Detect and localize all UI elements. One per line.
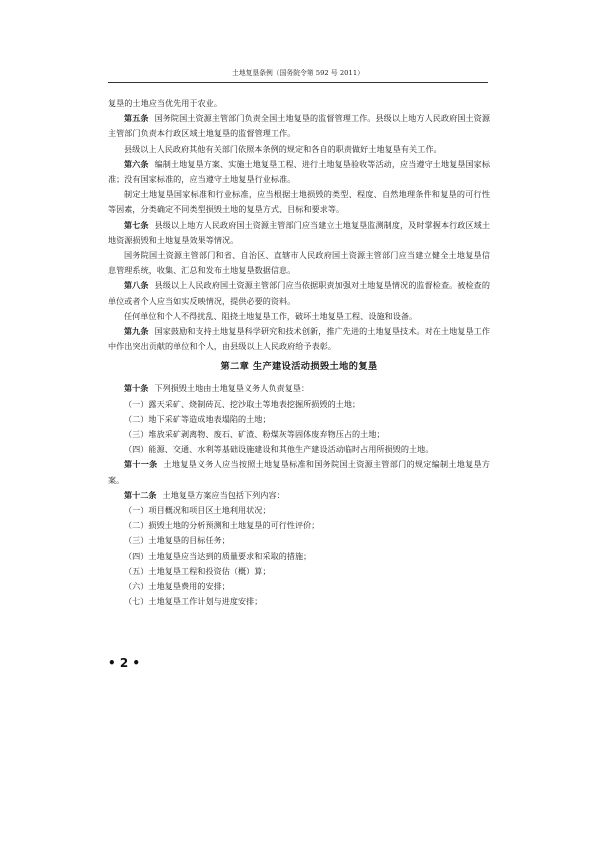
paragraph (108, 594, 490, 609)
paragraph (108, 503, 490, 518)
paragraph-text: （七）土地复垦工作计划与进度安排； (124, 596, 263, 607)
paragraph-text: 国务院国土资源主管部门负责全国土地复垦的监督管理工作。县级以上地方人民政府国土资源主管部门负责本行政区域土地复垦的监督管理工作。 (108, 113, 491, 139)
paragraph-text: （二）损毁土地的分析预测和土地复垦的可行性评价； (124, 520, 320, 531)
paragraph-text: （四）土地复垦应当达到的质量要求和采取的措施； (124, 550, 312, 561)
paragraph (108, 111, 490, 141)
paragraph (108, 278, 490, 308)
paragraph (108, 248, 490, 278)
paragraph-text: 国务院国土资源主管部门和省、自治区、直辖市人民政府国土资源主管部门应当建立健全土地复垦信息管理系统，收集、汇总和发布土地复垦数据信息。 (108, 250, 490, 276)
paragraph (108, 457, 490, 487)
paragraph (108, 579, 490, 594)
paragraph-text: （五）土地复垦工程和投资估（概）算； (124, 565, 271, 576)
paragraph-text: （四）能源、交通、水利等基础设施建设和其他生产建设活动临时占用所损毁的土地。 (124, 444, 434, 455)
article-number: 第十二条 (124, 489, 157, 500)
paragraph (108, 157, 490, 187)
paragraph (108, 309, 490, 324)
paragraph (108, 427, 490, 442)
paragraph-text: 县级以上地方人民政府国土资源主管部门应当建立土地复垦监测制度，及时掌握本行政区域土地资源损毁和土地复垦效果等情况。 (108, 219, 491, 245)
article-number: 第五条 (124, 113, 149, 124)
article-number: 第九条 (124, 326, 149, 337)
article-number: 第十条 (124, 383, 149, 394)
paragraphs-after-chapter (108, 381, 490, 609)
paragraph (108, 442, 490, 457)
paragraph-text: （二）地下采矿等造成地表塌陷的土地； (124, 413, 271, 424)
paragraph-text: （一）露天采矿、烧制砖瓦、挖沙取土等地表挖掘所损毁的土地； (124, 398, 361, 409)
body-text (108, 96, 490, 610)
running-header: 土地复垦条例（国务院令第 592 号 2011） (232, 69, 364, 77)
paragraph-text: 复垦的土地应当优先用于农业。 (108, 98, 223, 108)
article-number: 第十一条 (124, 459, 158, 470)
paragraph (108, 142, 490, 157)
paragraphs-before-chapter (108, 96, 490, 354)
article-number: 第六条 (124, 158, 149, 169)
page-number: • 2 • (108, 656, 141, 670)
paragraph (108, 381, 490, 396)
paragraph-text: 县级以上人民政府国土资源主管部门应当依据职责加强对土地复垦情况的监督检查。被检查的单位或者个人应当如实反映情况，提供必要的资料。 (108, 280, 491, 306)
paragraph-text: （一）项目概况和项目区土地利用状况； (124, 505, 271, 516)
paragraph (108, 218, 490, 248)
chapter-title: 第二章 生产建设活动损毁土地的复垦 (220, 361, 378, 373)
paragraph-text: （六）土地复垦费用的安排； (124, 581, 230, 592)
paragraph-text: 下列损毁土地由土地复垦义务人负责复垦： (154, 383, 310, 394)
paragraph-text: 县级以上人民政府其他有关部门依照本条例的规定和各自的职责做好土地复垦有关工作。 (124, 143, 442, 154)
paragraph (108, 412, 490, 427)
paragraph-text: 土地复垦方案应当包括下列内容： (162, 489, 285, 500)
article-number: 第七条 (124, 219, 149, 230)
paragraph (108, 518, 490, 533)
paragraph (108, 533, 490, 548)
paragraph-text: 制定土地复垦国家标准和行业标准，应当根据土地损毁的类型、程度、自然地理条件和复垦的可行性等因素，分类确定不同类型损毁土地的复垦方式、目标和要求等。 (108, 189, 490, 215)
paragraph (108, 549, 490, 564)
paragraph-text: 任何单位和个人不得扰乱、阻挠土地复垦工作，破坏土地复垦工程、设施和设备。 (124, 310, 418, 321)
paragraph (108, 564, 490, 579)
article-number: 第八条 (124, 280, 149, 291)
paragraph (108, 96, 490, 111)
paragraph (108, 397, 490, 412)
paragraph (108, 187, 490, 217)
paragraph-text: 编制土地复垦方案、实施土地复垦工程、进行土地复垦验收等活动，应当遵守土地复垦国家标准；没有国家标准的，应当遵守土地复垦行业标准。 (108, 158, 491, 185)
paragraph (108, 324, 490, 354)
paragraph (108, 488, 490, 503)
header-rule (108, 82, 488, 83)
paragraph-text: （三）土地复垦的目标任务； (124, 535, 230, 546)
paragraph-text: 国家鼓励和支持土地复垦科学研究和技术创新，推广先进的土地复垦技术。对在土地复垦工作中作出突出贡献的单位和个人，由县级以上人民政府给予表彰。 (108, 326, 491, 352)
paragraph-text: （三）堆放采矿剥离物、废石、矿渣、粉煤灰等固体废弃物压占的土地； (124, 429, 385, 440)
paragraph-text: 土地复垦义务人应当按照土地复垦标准和国务院国土资源主管部门的规定编制土地复垦方案。 (108, 459, 491, 485)
